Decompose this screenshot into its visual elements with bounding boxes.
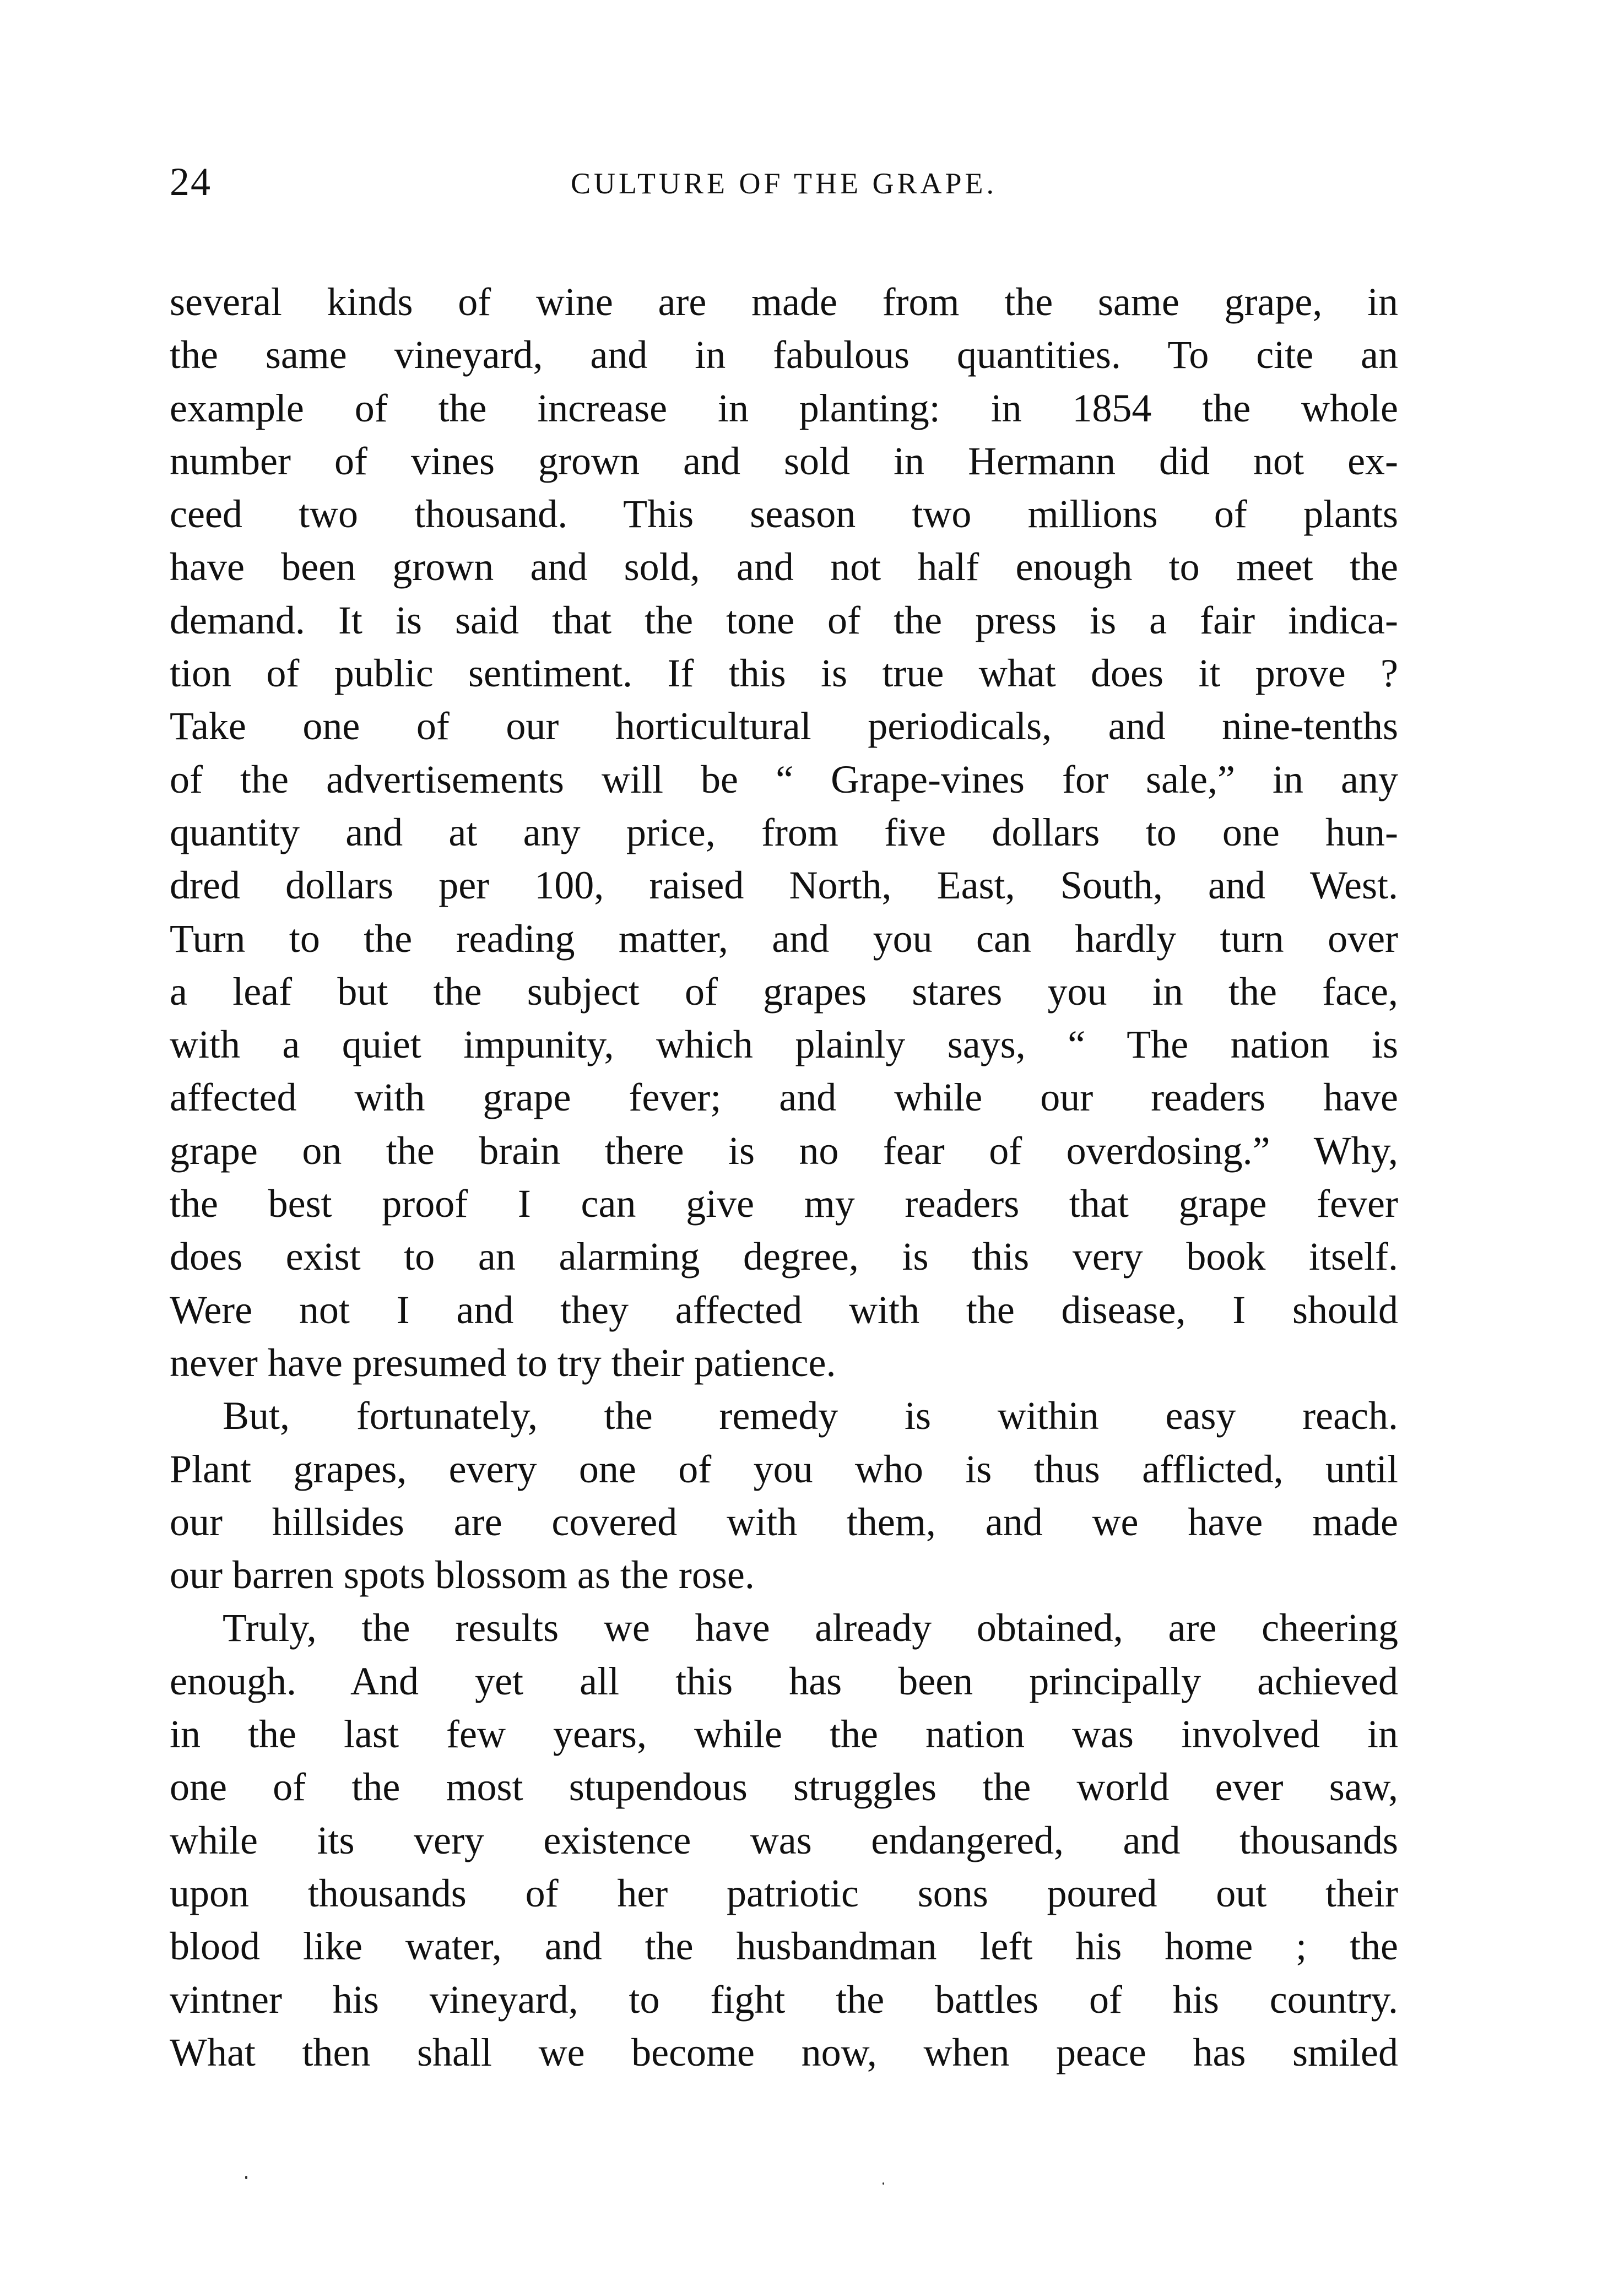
- paragraph-3: [170, 1601, 1398, 2079]
- text-line: Take one of our horticultural periodicals, and nine-tenths: [170, 704, 1398, 749]
- text-line: upon thousands of her patriotic sons poured out their: [170, 1871, 1398, 1915]
- body-text: [170, 275, 1398, 2079]
- text-line: What then shall we become now, when peace has smiled: [170, 2030, 1398, 2074]
- text-line: quantity and at any price, from five dollars to one hun-: [170, 810, 1398, 854]
- text-line: Plant grapes, every one of you who is thus afflicted, until: [170, 1447, 1398, 1491]
- text-line: the best proof I can give my readers that grape fever: [170, 1182, 1398, 1226]
- text-line: have been grown and sold, and not half enough to meet the: [170, 545, 1398, 589]
- text-line: in the last few years, while the nation was involved in: [170, 1712, 1398, 1757]
- text-line: one of the most stupendous struggles the world ever saw,: [170, 1765, 1398, 1810]
- text-line: never have presumed to try their patience.: [170, 1340, 836, 1385]
- scan-speck: [245, 2176, 247, 2179]
- text-line: number of vines grown and sold in Hermann did not ex-: [170, 438, 1398, 483]
- text-line: ceed two thousand. This season two millions of plants: [170, 492, 1398, 537]
- page-number: 24: [170, 160, 212, 204]
- text-line: dred dollars per 100, raised North, East, South, and West.: [170, 863, 1398, 908]
- text-line: our hillsides are covered with them, and we have made: [170, 1499, 1398, 1544]
- text-line: with a quiet impunity, which plainly says, “ The nation is: [170, 1022, 1398, 1067]
- text-line: blood like water, and the husbandman left his home ; the: [170, 1924, 1398, 1969]
- text-line: while its very existence was endangered, and thousands: [170, 1818, 1398, 1862]
- text-line: example of the increase in planting: in 1854 the whole: [170, 386, 1398, 430]
- text-line: grape on the brain there is no fear of overdosing.” Why,: [170, 1128, 1398, 1173]
- text-line: But, fortunately, the remedy is within easy reach.: [223, 1394, 1398, 1438]
- text-line: tion of public sentiment. If this is true what does it prove ?: [170, 651, 1398, 696]
- text-line: does exist to an alarming degree, is this very book itself.: [170, 1234, 1398, 1279]
- text-line: affected with grape fever; and while our readers have: [170, 1075, 1398, 1120]
- text-line: the same vineyard, and in fabulous quantities. To cite an: [170, 333, 1398, 377]
- text-line: Turn to the reading matter, and you can hardly turn over: [170, 916, 1398, 961]
- text-line: demand. It is said that the tone of the press is a fair indica-: [170, 598, 1398, 642]
- text-line: several kinds of wine are made from the same grape, in: [170, 280, 1398, 324]
- text-line: our barren spots blossom as the rose.: [170, 1553, 755, 1597]
- running-title: CULTURE OF THE GRAPE.: [570, 167, 998, 200]
- text-line: enough. And yet all this has been principally achieved: [170, 1659, 1398, 1703]
- paragraph-1: [170, 275, 1398, 1389]
- text-line: of the advertisements will be “ Grape-vines for sale,” in any: [170, 757, 1398, 801]
- text-line: vintner his vineyard, to fight the battles of his country.: [170, 1977, 1398, 2022]
- running-head: [170, 157, 1398, 207]
- scan-speck: [883, 2182, 884, 2185]
- paragraph-2: [170, 1389, 1398, 1601]
- text-line: a leaf but the subject of grapes stares you in the face,: [170, 969, 1398, 1014]
- text-line: Were not I and they affected with the disease, I should: [170, 1287, 1398, 1332]
- text-line: Truly, the results we have already obtained, are cheering: [223, 1606, 1398, 1650]
